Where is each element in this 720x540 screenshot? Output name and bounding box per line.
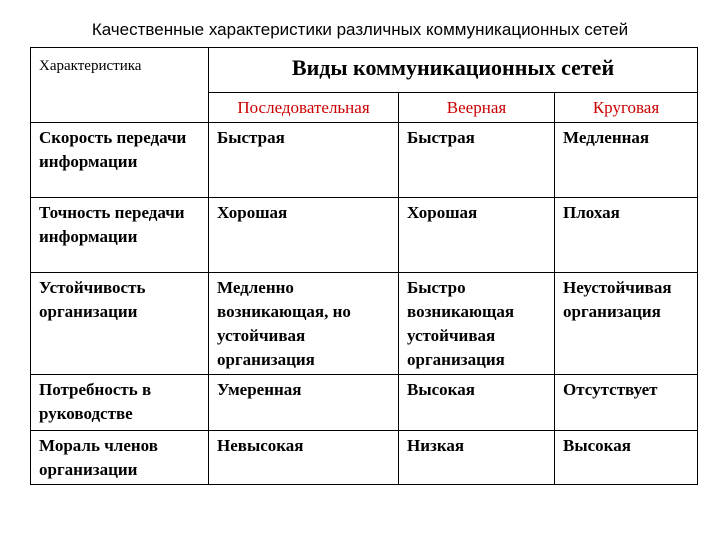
table-cell: Быстрая [399,123,555,198]
table-cell: Умеренная [209,375,399,431]
table-row [31,375,698,431]
table-cell: Неустойчивая организация [555,273,698,375]
table-cell: Медленная [555,123,698,198]
page-title: Качественные характеристики различных коммуникационных сетей [91,20,629,39]
table-row [31,198,698,273]
table-cell: Высокая [555,431,698,485]
table-row [31,273,698,375]
row-label: Точность передачи информации [31,198,209,273]
row-label: Мораль членов организации [31,431,209,485]
table-cell: Плохая [555,198,698,273]
table-cell: Невысокая [209,431,399,485]
row-label: Скорость передачи информации [31,123,209,198]
table-cell: Хорошая [399,198,555,273]
table-header-row [31,48,698,93]
characteristic-header: Характеристика [31,48,209,123]
table-cell: Высокая [399,375,555,431]
column-header-sequential: Последовательная [209,93,399,123]
column-header-circular: Круговая [555,93,698,123]
table-cell: Медленно возникающая, но устойчивая организация [209,273,399,375]
table-cell: Отсутствует [555,375,698,431]
table-cell: Быстро возникающая устойчивая организация [399,273,555,375]
row-label: Потребность в руководстве [31,375,209,431]
table-cell: Хорошая [209,198,399,273]
table-cell: Быстрая [209,123,399,198]
network-types-header: Виды коммуникационных сетей [209,48,698,93]
column-header-fan: Веерная [399,93,555,123]
table-row [31,431,698,485]
row-label: Устойчивость организации [31,273,209,375]
table-cell: Низкая [399,431,555,485]
table-row [31,123,698,198]
characteristics-table [30,47,698,485]
